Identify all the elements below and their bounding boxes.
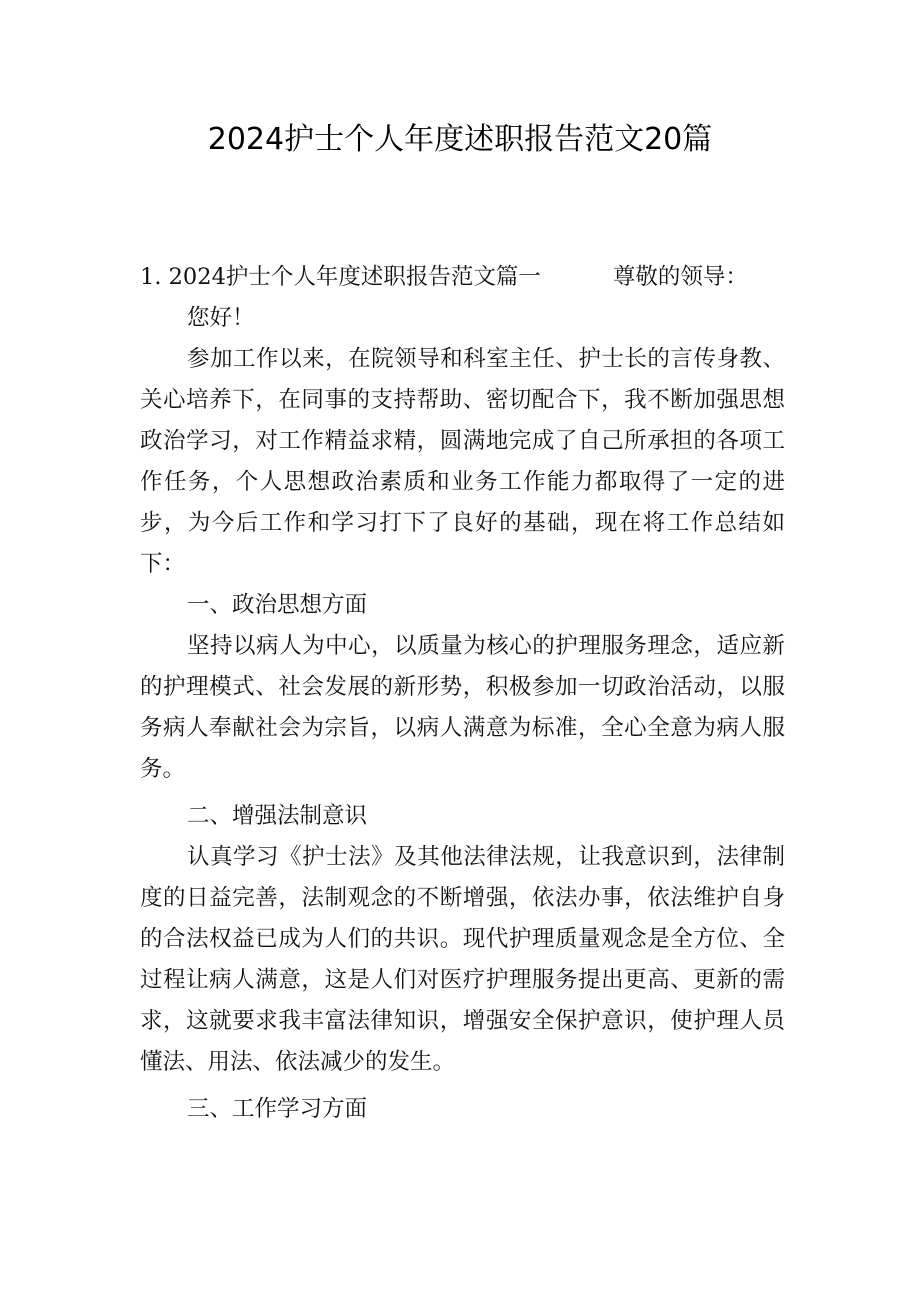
document-body xyxy=(140,257,785,1130)
document-title: 2024护士个人年度述职报告范文20篇 xyxy=(207,122,713,157)
section-heading: 1. 2024护士个人年度述职报告范文篇一 xyxy=(140,264,541,290)
greeting-line: 您好！ xyxy=(187,305,255,331)
heading-legal-awareness: 二、增强法制意识 xyxy=(187,803,368,829)
paragraph-political-thought: 坚持以病人为中心，以质量为核心的护理服务理念，适应新的护理模式、社会发展的新形势，积极参加一切政治活动，以服务病人奉献社会为宗旨，以病人满意为标准，全心全意为病人服务。 xyxy=(140,633,785,782)
heading-political-thought: 一、政治思想方面 xyxy=(187,592,368,618)
paragraph-intro: 参加工作以来，在院领导和科室主任、护士长的言传身教、关心培养下，在同事的支持帮助、密切配合下，我不断加强思想政治学习，对工作精益求精，圆满地完成了自己所承担的各项工作任务，个人思想政治素质和业务工作能力都取得了一定的进步，为今后工作和学习打下了良好的基础，现在将工作总结如下： xyxy=(140,346,785,577)
first-line xyxy=(140,257,785,298)
paragraph-legal-awareness: 认真学习《护士法》及其他法律法规，让我意识到，法律制度的日益完善，法制观念的不断增强，依法办事，依法维护自身的合法权益已成为人们的共识。现代护理质量观念是全方位、全过程让病人满意，这是人们对医疗护理服务提出更高、更新的需求，这就要求我丰富法律知识，增强安全保护意识，使护理人员懂法、用法、依法减少的发生。 xyxy=(140,844,785,1075)
salutation: 尊敬的领导： xyxy=(612,264,748,290)
heading-work-study: 三、工作学习方面 xyxy=(187,1096,368,1122)
